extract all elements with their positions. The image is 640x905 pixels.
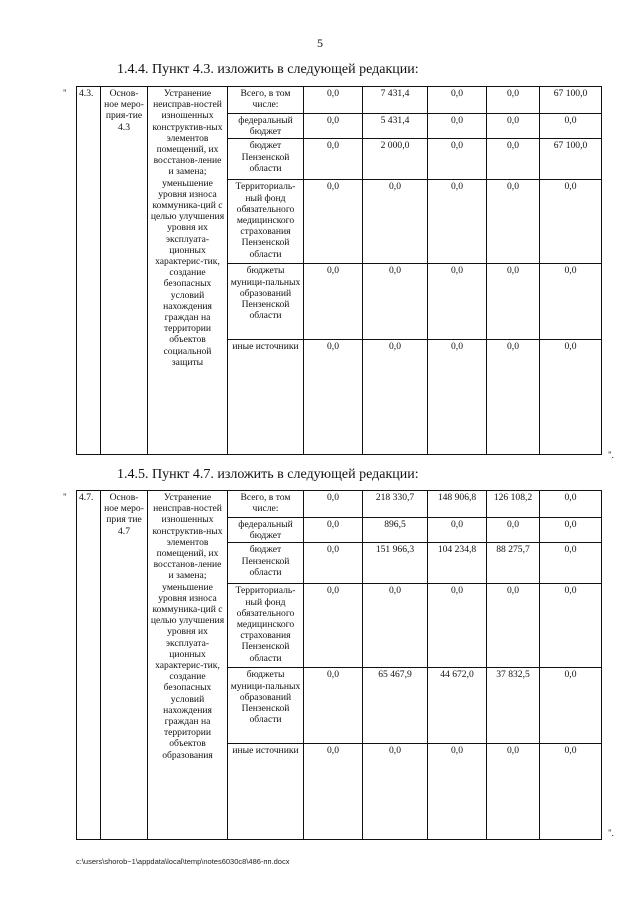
funding-source: Территориаль-ный фонд обязательного медицинского страхования Пензенской области — [228, 180, 304, 264]
section-heading-4-7: 1.4.5. Пункт 4.7. изложить в следующей редакции: — [117, 467, 419, 482]
amount-cell: 0,0 — [487, 340, 540, 455]
amount-cell: 65 467,9 — [363, 668, 428, 744]
amount-cell: 0,0 — [428, 87, 487, 114]
item-description: Устранение неисправ-ностей изношенных конструктив-ных элементов помещений, их восстанов-ление и замена; уменьшение уровня износа коммуника-ций с целью улучшения уровня их эксплуата-ционных характерис-тик, создание безопасных условий нахождения граждан на территории объектов социальной защиты — [148, 87, 228, 455]
amount-cell: 126 108,2 — [487, 491, 540, 518]
amount-cell: 7 431,4 — [363, 87, 428, 114]
item-name: Основ-ное меро-прия тие 4.7 — [101, 491, 148, 840]
amount-cell: 88 275,7 — [487, 543, 540, 584]
close-quote-mark: ". — [608, 828, 614, 838]
amount-cell: 151 966,3 — [363, 543, 428, 584]
funding-source: Всего, в том числе: — [228, 491, 304, 518]
amount-cell: 0,0 — [487, 87, 540, 114]
amount-cell: 67 100,0 — [540, 139, 602, 180]
amount-cell: 5 431,4 — [363, 114, 428, 139]
amount-cell: 0,0 — [540, 744, 602, 840]
amount-cell: 44 672,0 — [428, 668, 487, 744]
open-quote-mark: " — [63, 492, 67, 502]
amount-cell: 0,0 — [428, 518, 487, 543]
funding-source: бюджеты муници-пальных образований Пензенской области — [228, 264, 304, 340]
amount-cell: 0,0 — [540, 340, 602, 455]
amount-cell: 0,0 — [428, 139, 487, 180]
amount-cell: 0,0 — [428, 340, 487, 455]
table-row — [77, 491, 602, 518]
amount-cell: 0,0 — [540, 114, 602, 139]
amount-cell: 0,0 — [304, 264, 363, 340]
amount-cell: 0,0 — [540, 264, 602, 340]
amount-cell: 0,0 — [304, 491, 363, 518]
funding-source: федеральный бюджет — [228, 114, 304, 139]
amount-cell: 0,0 — [363, 264, 428, 340]
amount-cell: 0,0 — [540, 491, 602, 518]
amount-cell: 218 330,7 — [363, 491, 428, 518]
amount-cell: 0,0 — [487, 264, 540, 340]
amount-cell: 0,0 — [304, 584, 363, 668]
amount-cell: 0,0 — [428, 744, 487, 840]
funding-source: бюджеты муници-пальных образований Пензенской области — [228, 668, 304, 744]
table-item-4-3 — [76, 86, 602, 455]
amount-cell: 0,0 — [487, 139, 540, 180]
open-quote-mark: " — [63, 88, 67, 98]
funding-source: иные источники — [228, 340, 304, 455]
amount-cell: 0,0 — [540, 668, 602, 744]
amount-cell: 0,0 — [363, 584, 428, 668]
amount-cell: 0,0 — [304, 340, 363, 455]
funding-source: федеральный бюджет — [228, 518, 304, 543]
amount-cell: 0,0 — [428, 264, 487, 340]
amount-cell: 0,0 — [363, 340, 428, 455]
item-number: 4.7. — [77, 491, 101, 840]
amount-cell: 0,0 — [428, 114, 487, 139]
amount-cell: 0,0 — [487, 584, 540, 668]
table-row — [77, 87, 602, 114]
item-number: 4.3. — [77, 87, 101, 455]
amount-cell: 0,0 — [487, 518, 540, 543]
amount-cell: 0,0 — [540, 584, 602, 668]
amount-cell: 0,0 — [304, 114, 363, 139]
amount-cell: 0,0 — [487, 180, 540, 264]
file-path-footer: c:\users\shorob~1\appdata\local\temp\notes6030c8\486-пп.docx — [76, 857, 290, 866]
funding-source: Всего, в том числе: — [228, 87, 304, 114]
amount-cell: 104 234,8 — [428, 543, 487, 584]
amount-cell: 0,0 — [428, 180, 487, 264]
amount-cell: 0,0 — [304, 139, 363, 180]
amount-cell: 0,0 — [540, 518, 602, 543]
amount-cell: 0,0 — [540, 543, 602, 584]
amount-cell: 0,0 — [304, 543, 363, 584]
amount-cell: 148 906,8 — [428, 491, 487, 518]
close-quote-mark: ". — [608, 450, 614, 460]
funding-source: бюджет Пензенской области — [228, 139, 304, 180]
amount-cell: 0,0 — [304, 180, 363, 264]
amount-cell: 2 000,0 — [363, 139, 428, 180]
amount-cell: 0,0 — [304, 518, 363, 543]
table-item-4-7 — [76, 490, 602, 840]
funding-source: иные источники — [228, 744, 304, 840]
amount-cell: 0,0 — [363, 744, 428, 840]
amount-cell: 0,0 — [304, 87, 363, 114]
amount-cell: 67 100,0 — [540, 87, 602, 114]
amount-cell: 0,0 — [540, 180, 602, 264]
amount-cell: 0,0 — [428, 584, 487, 668]
amount-cell: 896,5 — [363, 518, 428, 543]
amount-cell: 0,0 — [304, 668, 363, 744]
funding-source: бюджет Пензенской области — [228, 543, 304, 584]
item-name: Основ-ное меро-прия-тие 4.3 — [101, 87, 148, 455]
amount-cell: 0,0 — [487, 744, 540, 840]
section-heading-4-3: 1.4.4. Пункт 4.3. изложить в следующей редакции: — [117, 62, 419, 77]
amount-cell: 37 832,5 — [487, 668, 540, 744]
funding-source: Территориаль-ный фонд обязательного медицинского страхования Пензенской области — [228, 584, 304, 668]
page-number: 5 — [317, 36, 323, 50]
item-description: Устранение неисправ-ностей изношенных конструктив-ных элементов помещений, их восстанов-ление и замена; уменьшение уровня износа коммуника-ций с целью улучшения уровня их эксплуата-ционных характерис-тик, создание безопасных условий нахождения граждан на территории объектов образования — [148, 491, 228, 840]
amount-cell: 0,0 — [304, 744, 363, 840]
amount-cell: 0,0 — [363, 180, 428, 264]
amount-cell: 0,0 — [487, 114, 540, 139]
